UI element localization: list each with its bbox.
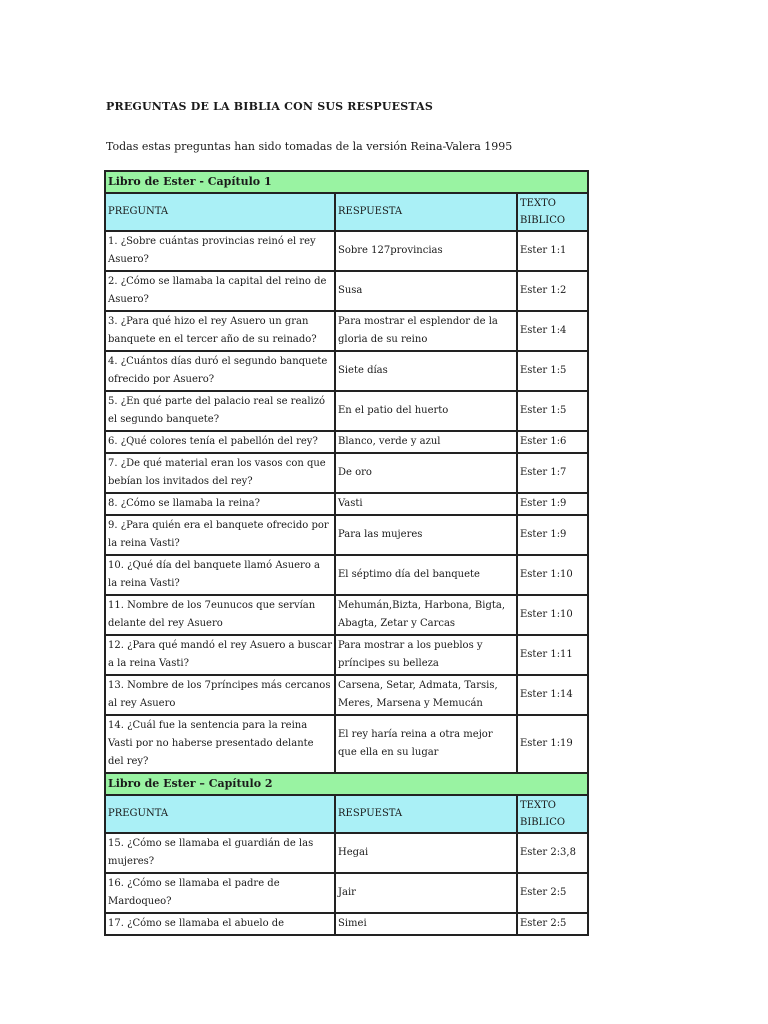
table-row [105,271,588,311]
header-pregunta: PREGUNTA [105,795,335,833]
question-cell: 7. ¿De qué material eran los vasos con que bebían los invitados del rey? [105,453,335,493]
table-row [105,391,588,431]
reference-cell: Ester 1:10 [517,555,588,595]
question-cell: 4. ¿Cuántos días duró el segundo banquete ofrecido por Asuero? [105,351,335,391]
question-cell: 9. ¿Para quién era el banquete ofrecido por la reina Vasti? [105,515,335,555]
answer-cell: Para mostrar a los pueblos y príncipes su belleza [335,635,517,675]
answer-cell: Hegai [335,833,517,873]
table-row [105,873,588,913]
table-row [105,913,588,935]
question-cell: 14. ¿Cuál fue la sentencia para la reina Vasti por no haberse presentado delante del rey? [105,715,335,773]
question-cell: 11. Nombre de los 7eunucos que servían delante del rey Asuero [105,595,335,635]
reference-cell: Ester 1:10 [517,595,588,635]
reference-cell: Ester 2:5 [517,913,588,935]
reference-cell: Ester 1:4 [517,311,588,351]
reference-cell: Ester 1:1 [517,231,588,271]
table-row [105,231,588,271]
table-row [105,351,588,391]
reference-cell: Ester 1:11 [517,635,588,675]
reference-cell: Ester 1:6 [517,431,588,453]
question-cell: 13. Nombre de los 7príncipes más cercanos al rey Asuero [105,675,335,715]
page-title: PREGUNTAS DE LA BIBLIA CON SUS RESPUESTAS [106,100,434,113]
table-row [105,431,588,453]
table-row [105,453,588,493]
answer-cell: Blanco, verde y azul [335,431,517,453]
reference-cell: Ester 1:9 [517,493,588,515]
reference-cell: Ester 2:5 [517,873,588,913]
answer-cell: El rey haría reina a otra mejor que ella en su lugar [335,715,517,773]
reference-cell: Ester 1:5 [517,351,588,391]
answer-cell: Mehumán,Bizta, Harbona, Bigta, Abagta, Zetar y Carcas [335,595,517,635]
header-texto: TEXTO BIBLICO [517,193,588,231]
reference-cell: Ester 1:2 [517,271,588,311]
question-cell: 10. ¿Qué día del banquete llamó Asuero a la reina Vasti? [105,555,335,595]
header-row [105,795,588,833]
question-cell: 12. ¿Para qué mandó el rey Asuero a buscar a la reina Vasti? [105,635,335,675]
answer-cell: De oro [335,453,517,493]
table-row [105,635,588,675]
chapter-title: Libro de Ester – Capítulo 2 [105,773,588,795]
question-cell: 2. ¿Cómo se llamaba la capital del reino de Asuero? [105,271,335,311]
answer-cell: Vasti [335,493,517,515]
question-cell: 15. ¿Cómo se llamaba el guardián de las mujeres? [105,833,335,873]
reference-cell: Ester 1:9 [517,515,588,555]
reference-cell: Ester 1:14 [517,675,588,715]
table-row [105,555,588,595]
header-row [105,193,588,231]
reference-cell: Ester 1:7 [517,453,588,493]
question-cell: 1. ¿Sobre cuántas provincias reinó el rey Asuero? [105,231,335,271]
question-cell: 8. ¿Cómo se llamaba la reina? [105,493,335,515]
answer-cell: En el patio del huerto [335,391,517,431]
answer-cell: Para mostrar el esplendor de la gloria de su reino [335,311,517,351]
table-row [105,833,588,873]
header-pregunta: PREGUNTA [105,193,335,231]
header-respuesta: RESPUESTA [335,795,517,833]
answer-cell: Para las mujeres [335,515,517,555]
header-respuesta: RESPUESTA [335,193,517,231]
reference-cell: Ester 1:19 [517,715,588,773]
answer-cell: Susa [335,271,517,311]
answer-cell: Siete días [335,351,517,391]
table-row [105,715,588,773]
answer-cell: Sobre 127provincias [335,231,517,271]
table-row [105,595,588,635]
table-row [105,515,588,555]
answer-cell: Simei [335,913,517,935]
reference-cell: Ester 1:5 [517,391,588,431]
chapter-row [105,171,588,193]
question-cell: 17. ¿Cómo se llamaba el abuelo de [105,913,335,935]
question-cell: 5. ¿En qué parte del palacio real se realizó el segundo banquete? [105,391,335,431]
header-texto: TEXTO BIBLICO [517,795,588,833]
chapter-row [105,773,588,795]
reference-cell: Ester 2:3,8 [517,833,588,873]
answer-cell: Jair [335,873,517,913]
answer-cell: El séptimo día del banquete [335,555,517,595]
question-cell: 3. ¿Para qué hizo el rey Asuero un gran banquete en el tercer año de su reinado? [105,311,335,351]
intro-text: Todas estas preguntas han sido tomadas de la versión Reina-Valera 1995 [106,140,513,153]
question-cell: 6. ¿Qué colores tenía el pabellón del rey? [105,431,335,453]
table-row [105,311,588,351]
answer-cell: Carsena, Setar, Admata, Tarsis, Meres, Marsena y Memucán [335,675,517,715]
chapter-title: Libro de Ester - Capítulo 1 [105,171,588,193]
table-row [105,493,588,515]
table-row [105,675,588,715]
question-cell: 16. ¿Cómo se llamaba el padre de Mardoqueo? [105,873,335,913]
qa-table [104,170,589,936]
